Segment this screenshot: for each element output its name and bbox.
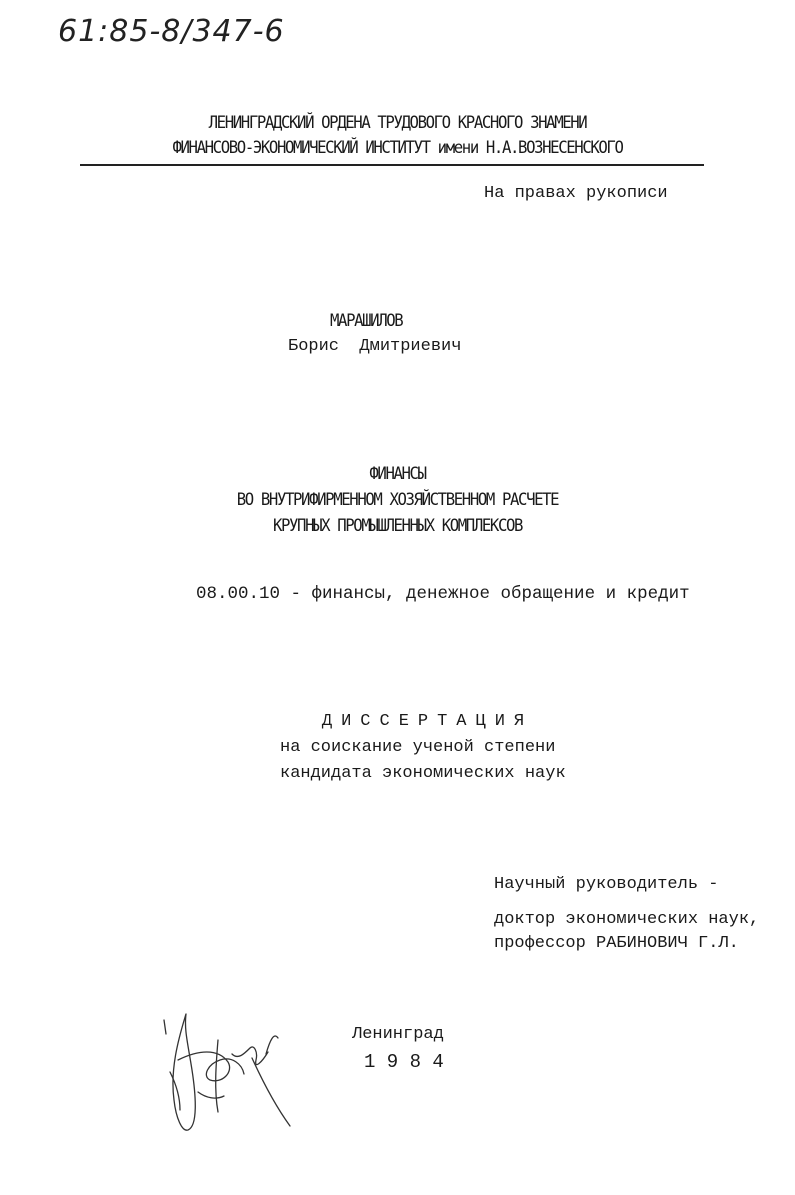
degree-type: ДИССЕРТАЦИЯ (321, 712, 534, 731)
thesis-title-line-3: КРУПНЫХ ПРОМЫШЛЕННЫХ КОМПЛЕКСОВ (272, 516, 523, 536)
manuscript-rights: На правах рукописи (484, 184, 668, 203)
signature (158, 1000, 298, 1140)
degree-line-2: на соискание ученой степени (280, 738, 556, 757)
archive-number: 61:85-8/347-6 (58, 14, 285, 49)
header-divider (80, 164, 704, 166)
supervisor-name: профессор РАБИНОВИЧ Г.Л. (494, 934, 739, 953)
institution-line-1: ЛЕНИНГРАДСКИЙ ОРДЕНА ТРУДОВОГО КРАСНОГО ЗНАМЕНИ (208, 113, 587, 133)
degree-line-3: кандидата экономических наук (280, 764, 566, 783)
supervisor-label: Научный руководитель - (494, 875, 719, 894)
place: Ленинград (352, 1025, 444, 1044)
supervisor-degree: доктор экономических наук, (494, 910, 760, 929)
author-given-names: Борис Дмитриевич (288, 337, 462, 356)
institution-line-2: ФИНАНСОВО-ЭКОНОМИЧЕСКИЙ ИНСТИТУТ имени Н.А.ВОЗНЕСЕНСКОГО (172, 138, 623, 158)
specialty: 08.00.10 - финансы, денежное обращение и кредит (196, 584, 690, 604)
year: 1 9 8 4 (364, 1051, 444, 1073)
thesis-title-line-1: ФИНАНСЫ (369, 464, 426, 484)
author-surname: МАРАШИЛОВ (330, 311, 403, 331)
thesis-title-line-2: ВО ВНУТРИФИРМЕННОМ ХОЗЯЙСТВЕННОМ РАСЧЕТЕ (236, 490, 559, 510)
